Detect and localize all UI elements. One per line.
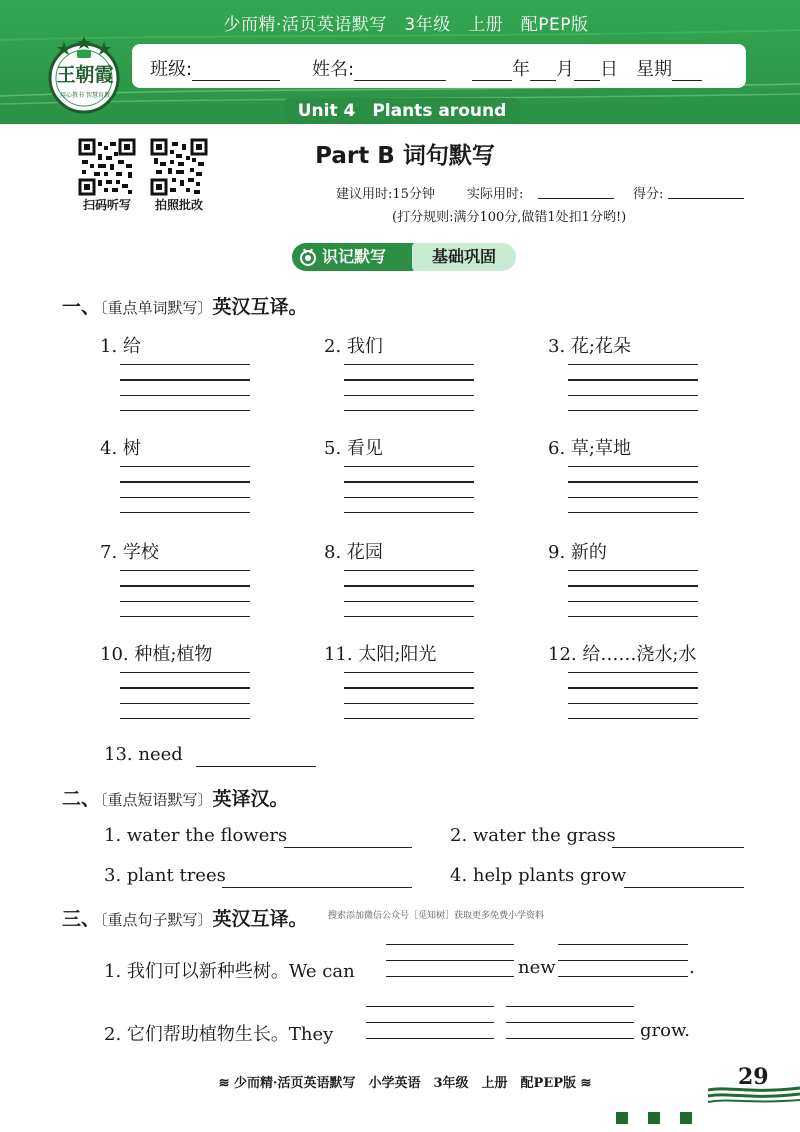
sentence-2-blank-a3[interactable] — [366, 1038, 494, 1039]
vocab-item-label: 6. 草;草地 — [548, 438, 631, 459]
phrase-2: 2. water the grass — [450, 825, 616, 846]
answer-line[interactable] — [120, 687, 250, 688]
vocab-item-label: 3. 花;花朵 — [548, 336, 631, 357]
answer-lines[interactable] — [120, 570, 250, 631]
answer-line[interactable] — [120, 512, 250, 513]
logo-brand-name: 王朝霞 — [56, 64, 114, 86]
sentence-1-blank-b2[interactable] — [558, 960, 688, 961]
answer-line[interactable] — [568, 585, 698, 586]
answer-line[interactable] — [568, 410, 698, 411]
phrase-4-blank[interactable] — [624, 887, 744, 888]
answer-line[interactable] — [344, 718, 474, 719]
phrase-4: 4. help plants grow — [450, 865, 627, 886]
phrase-2-blank[interactable] — [612, 847, 744, 848]
vocab-item — [100, 640, 280, 666]
vocab-item-label: 2. 我们 — [324, 336, 383, 357]
sentence-1-mid: new — [518, 957, 556, 978]
page-number: 29 — [738, 1064, 769, 1090]
name-label: 姓名: — [312, 59, 355, 80]
vocab-item — [548, 640, 728, 666]
scoring-rule: (打分规则:满分100分,做错1处扣1分哟!) — [392, 210, 627, 225]
answer-line[interactable] — [568, 687, 698, 688]
day-label: 日 — [600, 59, 618, 80]
answer-lines[interactable] — [120, 364, 250, 425]
vocab-item — [324, 640, 504, 666]
section-banner — [292, 243, 516, 271]
score-label: 得分: — [633, 187, 664, 202]
answer-line[interactable] — [344, 687, 474, 688]
sentence-2-blank-a2[interactable] — [366, 1022, 494, 1023]
sentence-2-blank-a1[interactable] — [366, 1006, 494, 1007]
month-label: 月 — [556, 59, 574, 80]
vocab-item-label: 5. 看见 — [324, 438, 383, 459]
sentence-2-blank-b1[interactable] — [506, 1006, 634, 1007]
vocab-item — [548, 434, 728, 460]
footer-square — [616, 1112, 628, 1124]
answer-line[interactable] — [568, 379, 698, 380]
section3-title: 三、〔重点句子默写〕英汉互译。 — [62, 908, 308, 930]
qr-listen-icon[interactable] — [78, 138, 136, 196]
section2-title: 二、〔重点短语默写〕英译汉。 — [62, 788, 289, 810]
answer-line[interactable] — [120, 585, 250, 586]
vocab-item — [324, 332, 504, 358]
answer-line[interactable] — [344, 466, 474, 467]
item-13-blank[interactable] — [196, 766, 316, 767]
answer-line[interactable] — [344, 601, 474, 602]
answer-line[interactable] — [344, 512, 474, 513]
answer-line[interactable] — [120, 395, 250, 396]
qr-correct-label: 拍照批改 — [154, 198, 203, 212]
answer-line[interactable] — [120, 718, 250, 719]
phrase-3: 3. plant trees — [104, 865, 226, 886]
answer-line[interactable] — [120, 379, 250, 380]
answer-line[interactable] — [568, 718, 698, 719]
qr-correct-icon[interactable] — [150, 138, 208, 196]
medal-icon — [298, 247, 318, 267]
sentence-2-blank-b2[interactable] — [506, 1022, 634, 1023]
vocab-item-label: 4. 树 — [100, 438, 141, 459]
name-field[interactable] — [354, 61, 446, 81]
class-field[interactable] — [192, 61, 280, 81]
wechat-note: 搜索添加微信公众号［觅知树］获取更多免费小学资料 — [328, 911, 545, 921]
phrase-1: 1. water the flowers — [104, 825, 288, 846]
sentence-1-blank-b3[interactable] — [558, 976, 688, 977]
answer-line[interactable] — [568, 512, 698, 513]
answer-lines[interactable] — [344, 364, 474, 425]
answer-line[interactable] — [344, 585, 474, 586]
vocab-item-label: 12. 给……浇水;水 — [548, 644, 697, 665]
vocab-item — [548, 538, 728, 564]
vocab-item-label: 11. 太阳;阳光 — [324, 644, 437, 665]
answer-line[interactable] — [568, 672, 698, 673]
weekday-field[interactable] — [672, 61, 702, 81]
item-13-label: 13. need — [104, 744, 183, 765]
answer-line[interactable] — [568, 570, 698, 571]
sentence-1-blank-a2[interactable] — [386, 960, 514, 961]
answer-lines[interactable] — [568, 364, 698, 425]
vocab-item-label: 9. 新的 — [548, 542, 607, 563]
answer-line[interactable] — [344, 570, 474, 571]
logo-subtitle: 用心教书 智慧育教 — [60, 92, 110, 99]
answer-line[interactable] — [120, 601, 250, 602]
answer-line[interactable] — [120, 703, 250, 704]
vocab-item — [548, 332, 728, 358]
answer-line[interactable] — [568, 481, 698, 482]
vocab-item-label: 8. 花园 — [324, 542, 383, 563]
footer-text: ≋ 少而精·活页英语默写 小学英语 3年级 上册 配PEP版 ≋ — [218, 1076, 592, 1091]
answer-line[interactable] — [120, 481, 250, 482]
vocab-item — [100, 434, 280, 460]
answer-line[interactable] — [344, 410, 474, 411]
answer-lines[interactable] — [568, 466, 698, 527]
answer-line[interactable] — [568, 466, 698, 467]
sentence-1-blank-b1[interactable] — [558, 944, 688, 945]
answer-line[interactable] — [344, 497, 474, 498]
answer-lines[interactable] — [568, 672, 698, 733]
vocab-item — [324, 538, 504, 564]
answer-lines[interactable] — [344, 672, 474, 733]
answer-line[interactable] — [120, 570, 250, 571]
vocab-item-label: 1. 给 — [100, 336, 141, 357]
sentence-2-end: grow. — [640, 1020, 690, 1041]
page-title: Part B 词句默写 — [315, 143, 495, 169]
answer-line[interactable] — [568, 364, 698, 365]
answer-line[interactable] — [568, 497, 698, 498]
year-field[interactable] — [472, 61, 512, 81]
answer-line[interactable] — [120, 410, 250, 411]
answer-line[interactable] — [344, 364, 474, 365]
weekday-label: 星期 — [636, 59, 672, 80]
sentence-1-blank-a1[interactable] — [386, 944, 514, 945]
sentence-2-blank-b3[interactable] — [506, 1038, 634, 1039]
phrase-3-blank[interactable] — [222, 887, 412, 888]
sentence-2-prefix: 2. 它们帮助植物生长。They — [104, 1024, 334, 1045]
footer-square — [680, 1112, 692, 1124]
vocab-item-label: 7. 学校 — [100, 542, 159, 563]
answer-line[interactable] — [344, 616, 474, 617]
footer-wave-icon — [708, 1086, 800, 1104]
answer-line[interactable] — [568, 703, 698, 704]
section1-title: 一、〔重点单词默写〕英汉互译。 — [62, 296, 308, 318]
qr-listen-label: 扫码听写 — [82, 198, 131, 212]
unit-title: Unit 4 Plants around us — [284, 98, 520, 124]
vocab-item — [100, 538, 280, 564]
answer-line[interactable] — [568, 395, 698, 396]
answer-line[interactable] — [344, 481, 474, 482]
year-label: 年 — [512, 59, 530, 80]
suggested-time: 建议用时:15分钟 — [336, 187, 435, 202]
answer-line[interactable] — [120, 466, 250, 467]
student-info-box — [132, 44, 746, 88]
answer-lines[interactable] — [120, 672, 250, 733]
answer-lines[interactable] — [344, 466, 474, 527]
sentence-1-end: . — [689, 957, 695, 978]
answer-line[interactable] — [120, 672, 250, 673]
class-label: 班级: — [150, 59, 193, 80]
answer-line[interactable] — [344, 672, 474, 673]
answer-line[interactable] — [344, 379, 474, 380]
actual-time-field[interactable] — [538, 198, 614, 199]
banner-left — [292, 243, 416, 271]
answer-lines[interactable] — [568, 570, 698, 631]
series-title: 少而精·活页英语默写 3年级 上册 配PEP版 — [223, 15, 589, 35]
answer-line[interactable] — [568, 616, 698, 617]
answer-line[interactable] — [120, 616, 250, 617]
banner-right: 基础巩固 — [412, 243, 516, 271]
footer-square — [648, 1112, 660, 1124]
answer-lines[interactable] — [344, 570, 474, 631]
banner-left-text: 识记默写 — [322, 247, 387, 266]
month-field[interactable] — [530, 61, 556, 81]
phrase-1-blank[interactable] — [284, 847, 412, 848]
answer-line[interactable] — [344, 703, 474, 704]
answer-line[interactable] — [568, 601, 698, 602]
answer-line[interactable] — [120, 497, 250, 498]
answer-line[interactable] — [120, 364, 250, 365]
vocab-item — [100, 332, 280, 358]
answer-lines[interactable] — [120, 466, 250, 527]
score-field[interactable] — [668, 198, 744, 199]
day-field[interactable] — [574, 61, 600, 81]
actual-time-label: 实际用时: — [467, 187, 524, 202]
vocab-item-label: 10. 种植;植物 — [100, 644, 213, 665]
sentence-1-blank-a3[interactable] — [386, 976, 514, 977]
vocab-item — [324, 434, 504, 460]
answer-line[interactable] — [344, 395, 474, 396]
sentence-1-prefix: 1. 我们可以新种些树。We can — [104, 961, 355, 982]
